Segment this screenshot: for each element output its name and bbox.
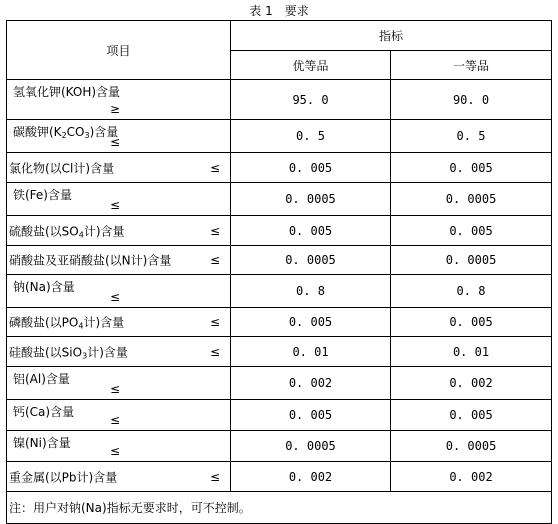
table-row xyxy=(7,337,552,367)
item-name: 铁(Fe)含量 xyxy=(13,188,72,202)
value-first-grade: 0. 01 xyxy=(391,337,552,367)
item-name: 硝酸盐及亚硝酸盐(以N计)含量 xyxy=(9,253,172,268)
item-cell xyxy=(7,216,231,246)
item-cell xyxy=(7,80,231,120)
table-row xyxy=(7,367,552,400)
item-name: 硫酸盐(以$SO_4$计)含量 xyxy=(9,224,125,239)
value-top-grade: 0. 005 xyxy=(231,308,391,337)
value-first-grade: 0. 005 xyxy=(391,216,552,246)
table-row xyxy=(7,462,552,492)
comparison-sign: ≤ xyxy=(110,413,121,427)
comparison-sign: ≤ xyxy=(209,315,220,329)
value-top-grade: 0. 0005 xyxy=(231,431,391,462)
item-name: 镍(Ni)含量 xyxy=(13,436,71,450)
value-first-grade: 0. 005 xyxy=(391,400,552,431)
item-name: 氯化物(以Cl计)含量 xyxy=(9,161,115,175)
header-grade-first: 一等品 xyxy=(391,51,552,80)
value-top-grade: 0. 005 xyxy=(231,400,391,431)
value-first-grade: 0. 005 xyxy=(391,308,552,337)
comparison-sign: ≤ xyxy=(110,382,121,396)
value-top-grade: 0. 8 xyxy=(231,275,391,308)
value-first-grade: 0. 005 xyxy=(391,153,552,183)
item-cell xyxy=(7,275,231,308)
item-name: 磷酸盐(以$PO_4$计)含量 xyxy=(9,315,125,331)
table-row xyxy=(7,275,552,308)
table-row xyxy=(7,183,552,216)
item-name: 重金属(以Pb计)含量 xyxy=(9,470,118,484)
item-name: 铝(Al)含量 xyxy=(13,372,70,386)
table-row xyxy=(7,308,552,337)
table-row xyxy=(7,400,552,431)
item-name: 硅酸盐(以SiO$_3$计)含量 xyxy=(9,345,128,360)
table-row xyxy=(7,431,552,462)
value-top-grade: 95. 0 xyxy=(231,80,391,120)
value-first-grade: 0. 0005 xyxy=(391,183,552,216)
comparison-sign: ≤ xyxy=(110,198,121,212)
value-top-grade: 0. 0005 xyxy=(231,183,391,216)
item-cell xyxy=(7,367,231,400)
item-cell xyxy=(7,431,231,462)
value-top-grade: 0. 005 xyxy=(231,153,391,183)
item-cell xyxy=(7,308,231,337)
comparison-sign: ≤ xyxy=(110,444,121,458)
item-cell xyxy=(7,153,231,183)
comparison-sign: ≤ xyxy=(110,135,121,149)
value-top-grade: 0. 002 xyxy=(231,462,391,492)
table-row xyxy=(7,216,552,246)
comparison-sign: ≤ xyxy=(209,160,220,175)
value-first-grade: 0. 002 xyxy=(391,462,552,492)
comparison-sign: ≤ xyxy=(209,344,220,359)
item-cell xyxy=(7,400,231,431)
comparison-sign: ≤ xyxy=(209,253,220,267)
table-caption: 表 1 要求 xyxy=(249,4,309,18)
value-top-grade: 0. 002 xyxy=(231,367,391,400)
value-first-grade: 0. 0005 xyxy=(391,246,552,275)
value-first-grade: 0. 0005 xyxy=(391,431,552,462)
item-cell xyxy=(7,462,231,492)
table-row xyxy=(7,153,552,183)
comparison-sign: ≥ xyxy=(110,102,121,116)
header-indicator: 指标 xyxy=(231,21,552,51)
item-cell xyxy=(7,246,231,275)
value-first-grade: 0. 5 xyxy=(391,120,552,153)
value-first-grade: 90. 0 xyxy=(391,80,552,120)
value-top-grade: 0. 0005 xyxy=(231,246,391,275)
item-name: 钠(Na)含量 xyxy=(13,280,75,294)
value-first-grade: 0. 002 xyxy=(391,367,552,400)
comparison-sign: ≤ xyxy=(209,469,220,484)
comparison-sign: ≤ xyxy=(110,290,121,304)
table-note: 注：用户对钠(Na)指标无要求时，可不控制。 xyxy=(7,492,552,524)
comparison-sign: ≤ xyxy=(209,223,220,238)
table-row xyxy=(7,120,552,153)
item-name: 钙(Ca)含量 xyxy=(13,405,75,419)
header-grade-top: 优等品 xyxy=(231,51,391,80)
table-row xyxy=(7,246,552,275)
value-top-grade: 0. 005 xyxy=(231,216,391,246)
item-cell xyxy=(7,120,231,153)
value-first-grade: 0. 8 xyxy=(391,275,552,308)
item-cell xyxy=(7,337,231,367)
item-cell xyxy=(7,183,231,216)
value-top-grade: 0. 5 xyxy=(231,120,391,153)
value-top-grade: 0. 01 xyxy=(231,337,391,367)
item-name: 氢氧化钾(KOH)含量 xyxy=(13,85,121,99)
header-item: 项目 xyxy=(7,21,231,80)
table-row xyxy=(7,80,552,120)
requirements-table xyxy=(6,20,552,524)
item-name: 碳酸钾$(K_2CO_3)$含量 xyxy=(13,125,119,140)
